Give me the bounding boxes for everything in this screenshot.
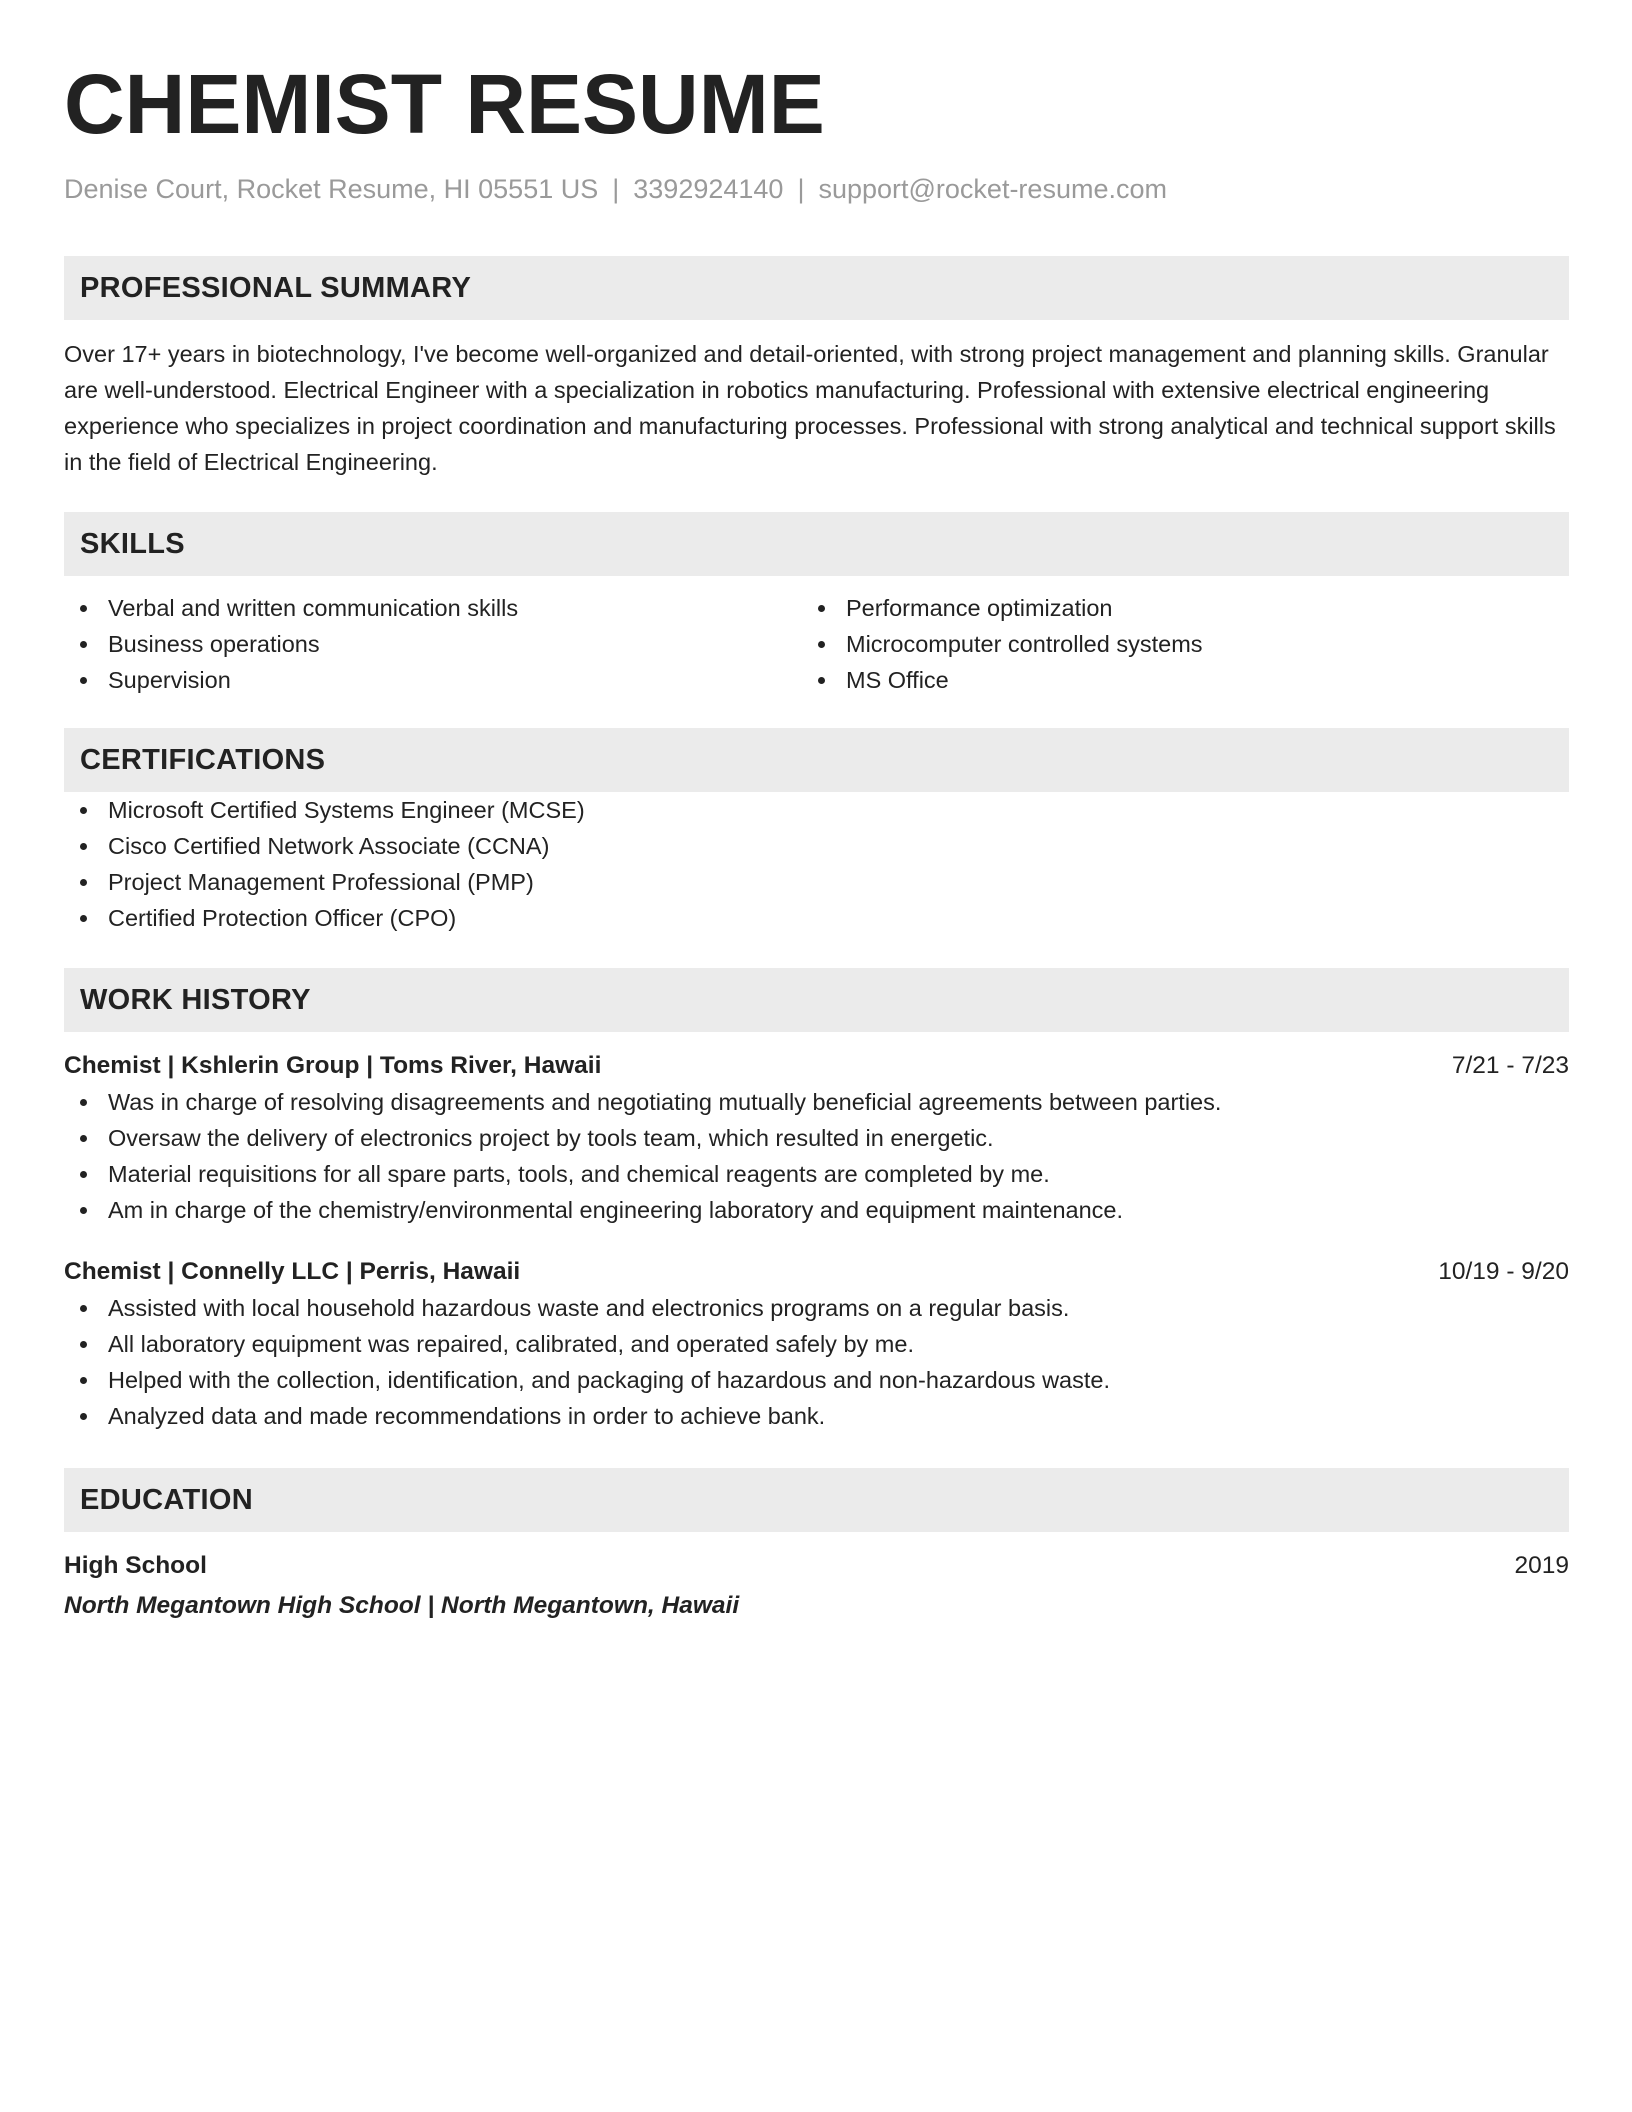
certifications-list xyxy=(64,792,1569,936)
skills-column-right xyxy=(802,590,1540,698)
skills-grid xyxy=(64,590,1569,698)
skills-column-left xyxy=(64,590,802,698)
summary-heading: PROFESSIONAL SUMMARY xyxy=(64,256,1569,320)
education-header xyxy=(64,1548,1569,1584)
job-header xyxy=(64,1048,1569,1084)
skill-item: Microcomputer controlled systems xyxy=(802,626,1540,662)
education-degree: High School xyxy=(64,1552,207,1579)
certification-item: Certified Protection Officer (CPO) xyxy=(64,900,1569,936)
contact-line xyxy=(64,172,1569,206)
contact-separator: | xyxy=(797,174,805,204)
job-bullets xyxy=(64,1084,1569,1228)
job-title: Chemist | Connelly LLC | Perris, Hawaii xyxy=(64,1258,521,1285)
education-heading: EDUCATION xyxy=(64,1468,1569,1532)
job-bullet: Helped with the collection, identification, and packaging of hazardous and non-hazardous waste. xyxy=(64,1362,1569,1398)
contact-phone: 3392924140 xyxy=(633,174,784,204)
summary-text: Over 17+ years in biotechnology, I've become well-organized and detail-oriented, with strong project management and planning skills. Granular are well-understood. Electrical Engineer with a specialization in robotics manufacturing. Professional with extensive electrical engineering experience who specializes in project coordination and manufacturing processes. Professional with strong analytical and technical support skills in the field of Electrical Engineering. xyxy=(64,341,1556,475)
contact-email: support@rocket-resume.com xyxy=(818,174,1167,204)
skill-item: Performance optimization xyxy=(802,590,1540,626)
job-header xyxy=(64,1254,1569,1290)
job-title: Chemist | Kshlerin Group | Toms River, Hawaii xyxy=(64,1052,602,1079)
skills-heading: SKILLS xyxy=(64,512,1569,576)
certification-item: Microsoft Certified Systems Engineer (MCSE) xyxy=(64,792,1569,828)
contact-separator: | xyxy=(612,174,620,204)
skill-item: MS Office xyxy=(802,662,1540,698)
job-bullet: Assisted with local household hazardous waste and electronics programs on a regular basis. xyxy=(64,1290,1569,1326)
work-history-heading: WORK HISTORY xyxy=(64,968,1569,1032)
education-school: North Megantown High School | North Megantown, Hawaii xyxy=(64,1592,740,1619)
job-bullet: Material requisitions for all spare parts, tools, and chemical reagents are completed by me. xyxy=(64,1156,1569,1192)
skill-item: Supervision xyxy=(64,662,802,698)
certification-item: Project Management Professional (PMP) xyxy=(64,864,1569,900)
job-dates: 10/19 - 9/20 xyxy=(1438,1258,1569,1285)
contact-address: Denise Court, Rocket Resume, HI 05551 US xyxy=(64,174,599,204)
job-bullet: Oversaw the delivery of electronics project by tools team, which resulted in energetic. xyxy=(64,1120,1569,1156)
job-bullets xyxy=(64,1290,1569,1434)
resume-title: CHEMIST RESUME xyxy=(64,57,825,151)
skill-item: Verbal and written communication skills xyxy=(64,590,802,626)
job-bullet: Was in charge of resolving disagreements and negotiating mutually beneficial agreements between parties. xyxy=(64,1084,1569,1120)
job-bullet: Am in charge of the chemistry/environmental engineering laboratory and equipment maintenance. xyxy=(64,1192,1569,1228)
job-bullet: Analyzed data and made recommendations in order to achieve bank. xyxy=(64,1398,1569,1434)
certifications-heading: CERTIFICATIONS xyxy=(64,728,1569,792)
certification-item: Cisco Certified Network Associate (CCNA) xyxy=(64,828,1569,864)
job-dates: 7/21 - 7/23 xyxy=(1451,1052,1569,1079)
job-bullet: All laboratory equipment was repaired, calibrated, and operated safely by me. xyxy=(64,1326,1569,1362)
education-year: 2019 xyxy=(1514,1552,1569,1579)
skill-item: Business operations xyxy=(64,626,802,662)
